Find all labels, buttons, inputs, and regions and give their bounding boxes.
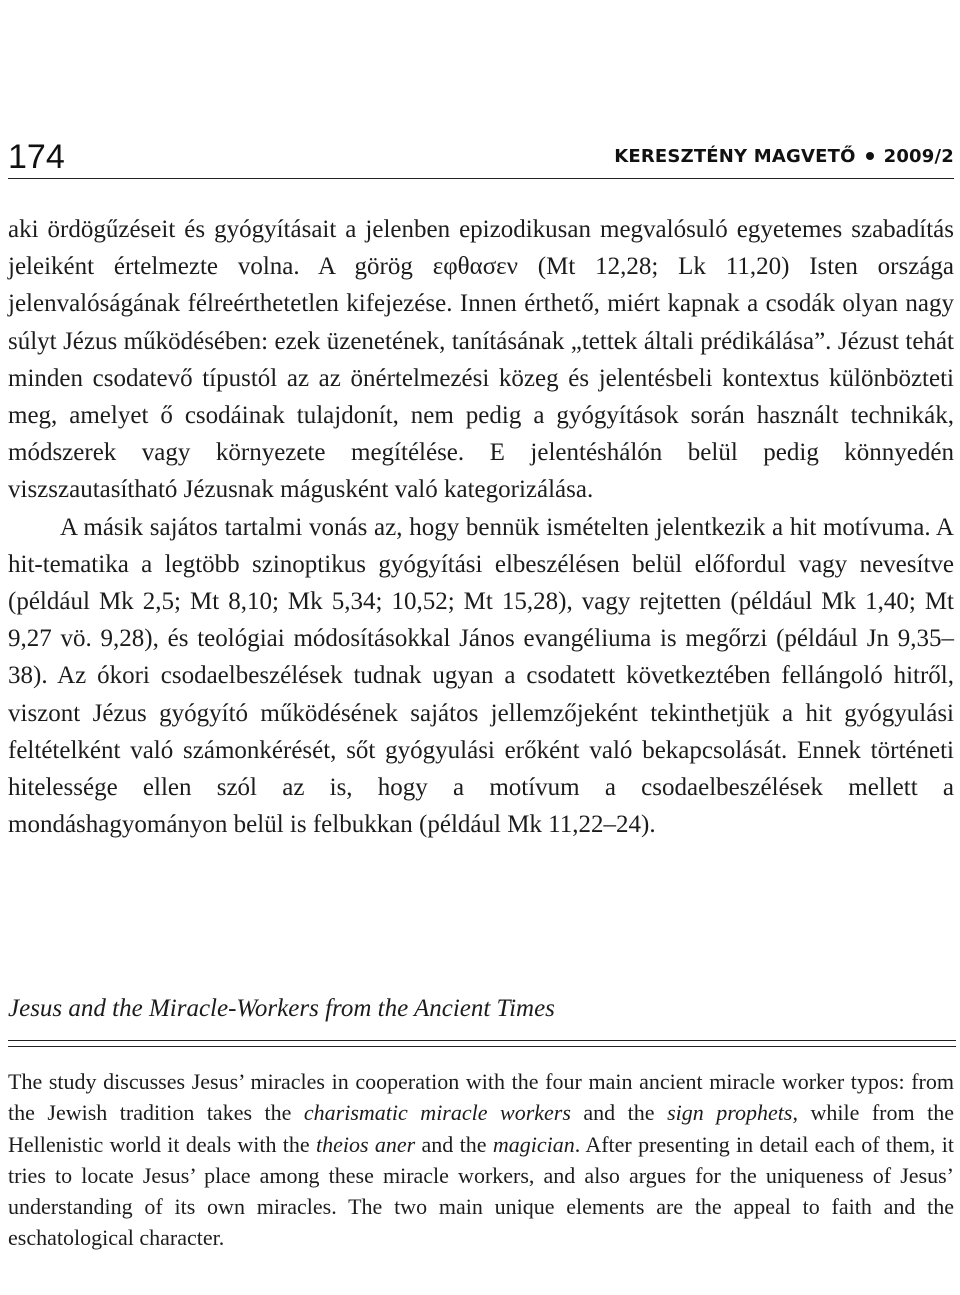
- body-text: [8, 211, 954, 843]
- body-paragraph: aki ördögűzéseit és gyógyításait a jelenben epizodikusan megvalósuló egyetemes szabadítás jeleiként értelmezte volna. A görög εφθασεν (Mt 12,28; Lk 11,20) Isten országa jelenvalóságának félreérthetetlen kifejezése. Innen érthető, miért kapnak a csodák olyan nagy súlyt Jézus működésében: ezek üzenetének, tanításának „tettek általi prédikálása”. Jézust tehát minden csodatevő típustól az az önértelmezési közeg és jelentésbeli kontextus különbözteti meg, amelyet ő csodáinak tulajdonít, nem pedig a gyógyítások során használt technikák, módszerek vagy környezete megítélése. E jelentéshálón belül pedig könnyedén viszszautasítható Jézusnak mágusként való kategorizálása.: [8, 216, 954, 504]
- journal-title: KERESZTÉNY MAGVETŐ: [614, 146, 856, 167]
- bullet-dot: [866, 152, 874, 160]
- summary-text-segment: . After presenting in detail each of them, it tries to locate Jesus’ place among these miracle workers, and also argues for the uniqueness of Jesus’ understanding of its own miracles. The two main unique elements are the appeal to faith and the eschatological character.: [8, 1131, 954, 1251]
- page-header: [8, 130, 954, 179]
- summary-text-segment: and the: [415, 1131, 493, 1157]
- summary-text-segment: , while from the Hellenistic world it deals with the: [8, 1100, 954, 1157]
- summary-italic-term: sign prophets: [667, 1100, 793, 1126]
- summary-title: Jesus and the Miracle-Workers from the Ancient Times: [8, 995, 555, 1022]
- summary-text-segment: and the: [570, 1100, 668, 1126]
- summary-paragraph: [8, 1066, 954, 1254]
- double-rule-divider: [8, 1040, 956, 1047]
- summary-text-segment: The study discusses Jesus’ miracles in cooperation with the four main ancient miracle worker typos: from the Jewish tradition takes the: [8, 1069, 954, 1126]
- issue-number: 2009/2: [883, 146, 954, 167]
- summary-italic-term: magician: [492, 1131, 575, 1157]
- running-head: [614, 148, 954, 166]
- page-number: 174: [8, 138, 65, 176]
- summary-italic-term: charismatic miracle workers: [303, 1100, 571, 1126]
- summary-italic-term: theios aner: [316, 1131, 416, 1157]
- body-paragraph: A másik sajátos tartalmi vonás az, hogy bennük ismételten jelentkezik a hit motívuma. A hit-tematika a legtöbb szinoptikus gyógyítási elbeszélésen belül előfordul vagy nevesítve (például Mk 2,5; Mt 8,10; Mk 5,34; 10,52; Mt 15,28), vagy rejtetten (például Mk 1,40; Mt 9,27 vö. 9,28), és teológiai módosításokkal János evangéliuma is megőrzi (például Jn 9,35–38). Az ókori csodaelbeszélések tudnak ugyan a csodatett következtében fellángoló hitről, viszont Jézus gyógyító működésének sajátos jellemzőjeként tekinthetjük a hit gyógyulási feltételként való számonkérését, sőt gyógyulási erőként való bekapcsolását. Ennek történeti hitelessége ellen szól az is, hogy a motívum a csodaelbeszélések mellett a mondáshagyományon belül is felbukkan (például Mk 11,22–24).: [8, 513, 954, 839]
